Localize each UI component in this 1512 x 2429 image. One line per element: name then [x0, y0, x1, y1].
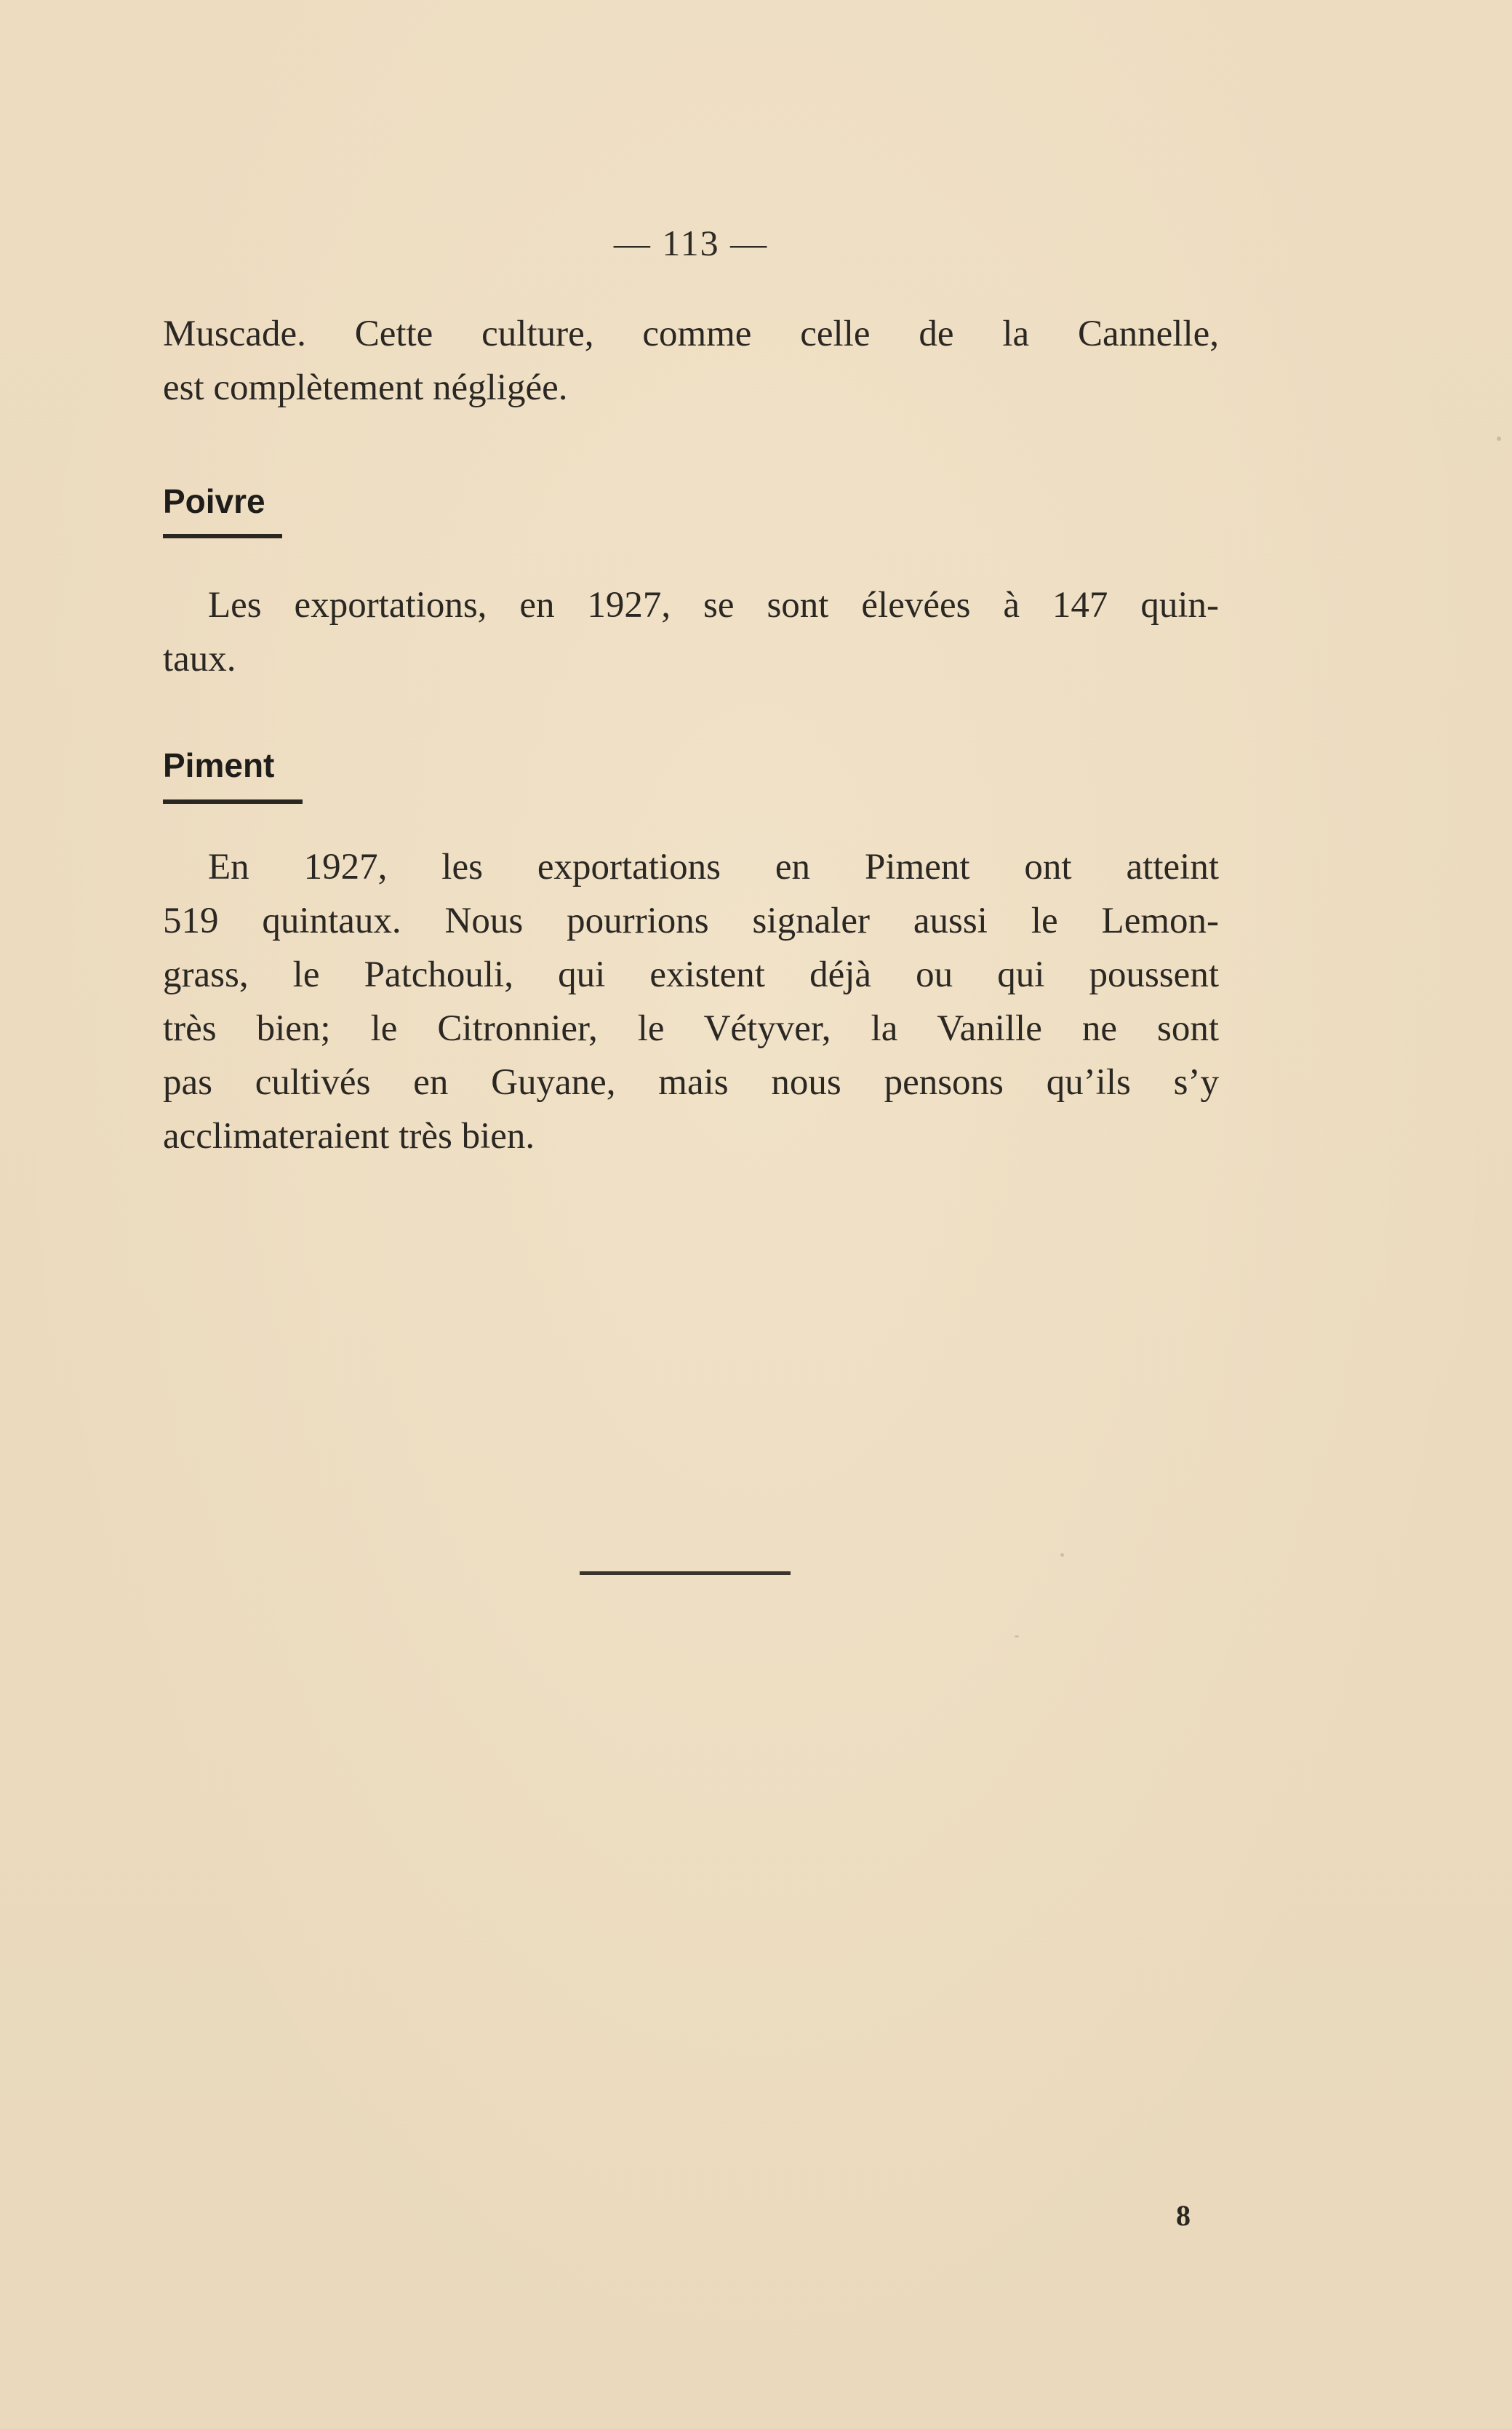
closing-rule	[580, 1571, 791, 1575]
poivre-paragraph	[163, 578, 1219, 686]
intro-paragraph	[163, 307, 1219, 415]
section-heading-piment: Piment	[163, 746, 275, 784]
paragraph-line: 519 quintaux. Nous pourrions signaler aussi le Lemon-	[163, 901, 1219, 941]
paragraph-line: acclimateraient très bien.	[163, 1116, 535, 1157]
paragraph-line: pas cultivés en Guyane, mais nous pensons qu’ils s’y	[163, 1062, 1219, 1103]
section-heading-poivre: Poivre	[163, 482, 265, 520]
heading-underline	[163, 534, 282, 538]
paragraph-line: Les exportations, en 1927, se sont élevées à 147 quin-	[208, 585, 1219, 626]
piment-paragraph	[163, 840, 1219, 1163]
paragraph-line: En 1927, les exportations en Piment ont atteint	[208, 847, 1219, 888]
paper-speck	[1015, 1635, 1019, 1638]
page-number: — 113 —	[613, 223, 769, 263]
paper-speck	[1497, 436, 1501, 441]
paragraph-line: Muscade. Cette culture, comme celle de la Cannelle,	[163, 314, 1219, 354]
paragraph-line: grass, le Patchouli, qui existent déjà ou qui poussent	[163, 954, 1219, 995]
paragraph-line: est complètement négligée.	[163, 367, 568, 408]
heading-underline	[163, 799, 303, 804]
paper-speck	[1060, 1553, 1064, 1557]
signature-mark: 8	[1176, 2199, 1191, 2232]
paragraph-line: très bien; le Citronnier, le Vétyver, la Vanille ne sont	[163, 1008, 1219, 1049]
paragraph-line: taux.	[163, 639, 236, 679]
